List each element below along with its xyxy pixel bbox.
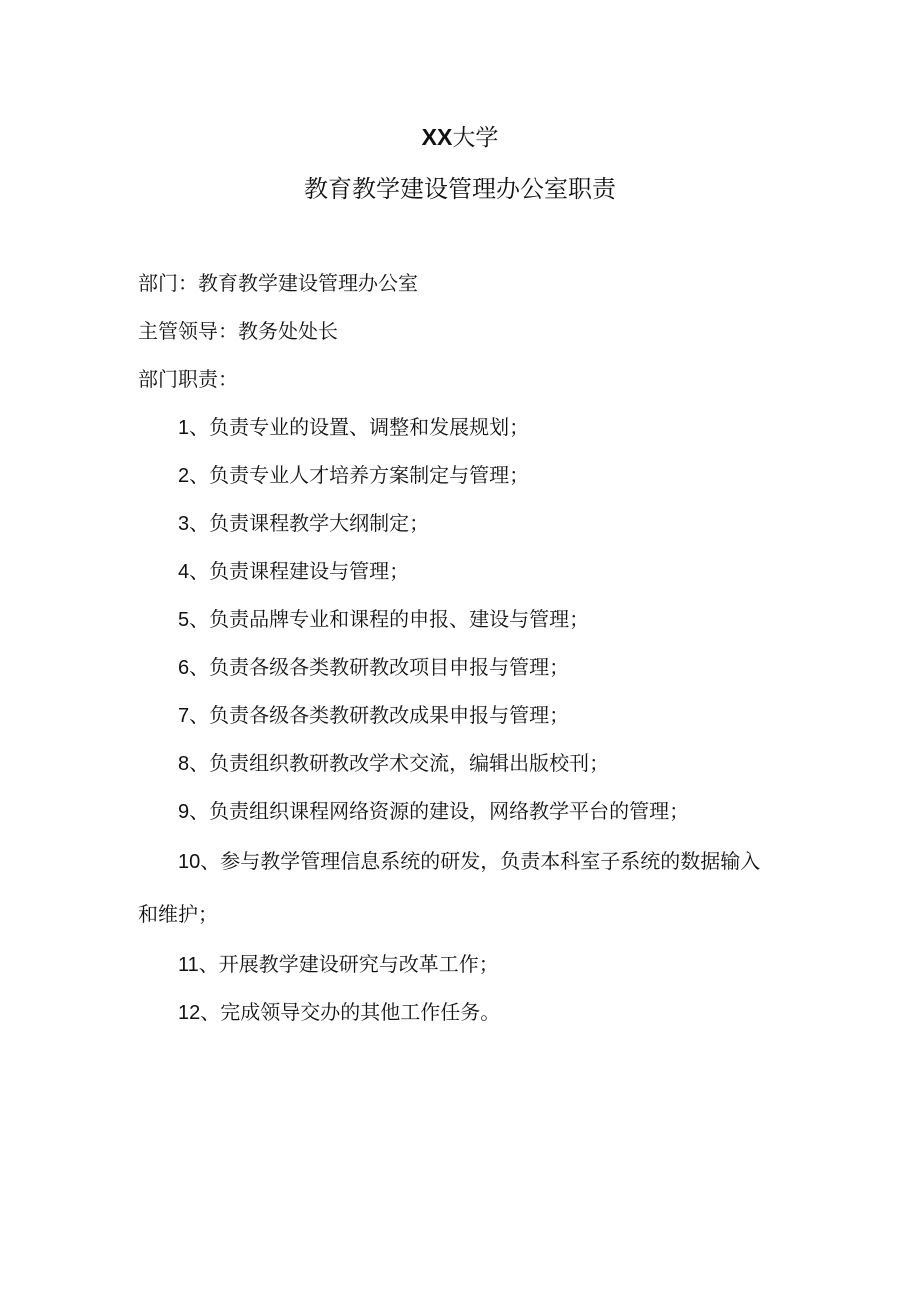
duty-item — [178, 604, 589, 635]
duty-text: 、完成领导交办的其他工作任务。 — [200, 1000, 501, 1024]
duty-number: 5 — [178, 609, 190, 631]
duty-item — [178, 700, 569, 731]
duty-number: 8 — [178, 753, 190, 775]
duty-item — [178, 412, 529, 443]
duty-number: 11 — [178, 954, 199, 976]
duty-text: 、负责组织教研教改学术交流，编辑出版校刊； — [189, 751, 610, 775]
university-name — [0, 121, 920, 154]
duty-number: 9 — [178, 801, 190, 823]
duty-number: 3 — [178, 513, 190, 535]
duty-item — [178, 556, 409, 587]
duty-item — [178, 508, 429, 539]
duty-text: 、负责品牌专业和课程的申报、建设与管理； — [189, 607, 590, 631]
duty-number: 10 — [178, 851, 201, 873]
duty-item — [178, 652, 569, 683]
duty-text: 、负责组织课程网络资源的建设，网络教学平台的管理； — [189, 799, 690, 823]
duty-item — [178, 460, 529, 491]
duty-item — [138, 835, 778, 940]
duty-number: 1 — [178, 417, 190, 439]
duty-text: 、负责专业的设置、调整和发展规划； — [189, 415, 530, 439]
duty-text: 、负责专业人才培养方案制定与管理； — [189, 463, 530, 487]
duty-number: 2 — [178, 465, 190, 487]
duty-text: 、负责各级各类教研教改成果申报与管理； — [189, 703, 570, 727]
duty-item — [178, 949, 499, 980]
department-line: 部门：教育教学建设管理办公室 — [138, 271, 418, 295]
duty-item — [178, 796, 689, 827]
university-name-latin: XX — [421, 124, 453, 150]
duties-heading: 部门职责： — [138, 367, 238, 391]
duty-text: 、参与教学管理信息系统的研发，负责本科室子系统的数据输入和维护； — [138, 849, 761, 926]
duty-number: 6 — [178, 657, 190, 679]
duty-number: 7 — [178, 705, 190, 727]
duty-number: 12 — [178, 1002, 201, 1024]
document-title: 教育教学建设管理办公室职责 — [304, 175, 616, 203]
duty-number: 4 — [178, 561, 190, 583]
duty-text: 、负责课程教学大纲制定； — [189, 511, 430, 535]
university-name-rest: 大学 — [452, 125, 499, 151]
duty-text: 、负责各级各类教研教改项目申报与管理； — [189, 655, 570, 679]
leader-line: 主管领导：教务处处长 — [138, 319, 338, 343]
duty-item — [178, 997, 500, 1028]
duty-text: 、负责课程建设与管理； — [189, 559, 410, 583]
duty-item — [178, 748, 609, 779]
duty-text: 、开展教学建设研究与改革工作； — [198, 952, 499, 976]
